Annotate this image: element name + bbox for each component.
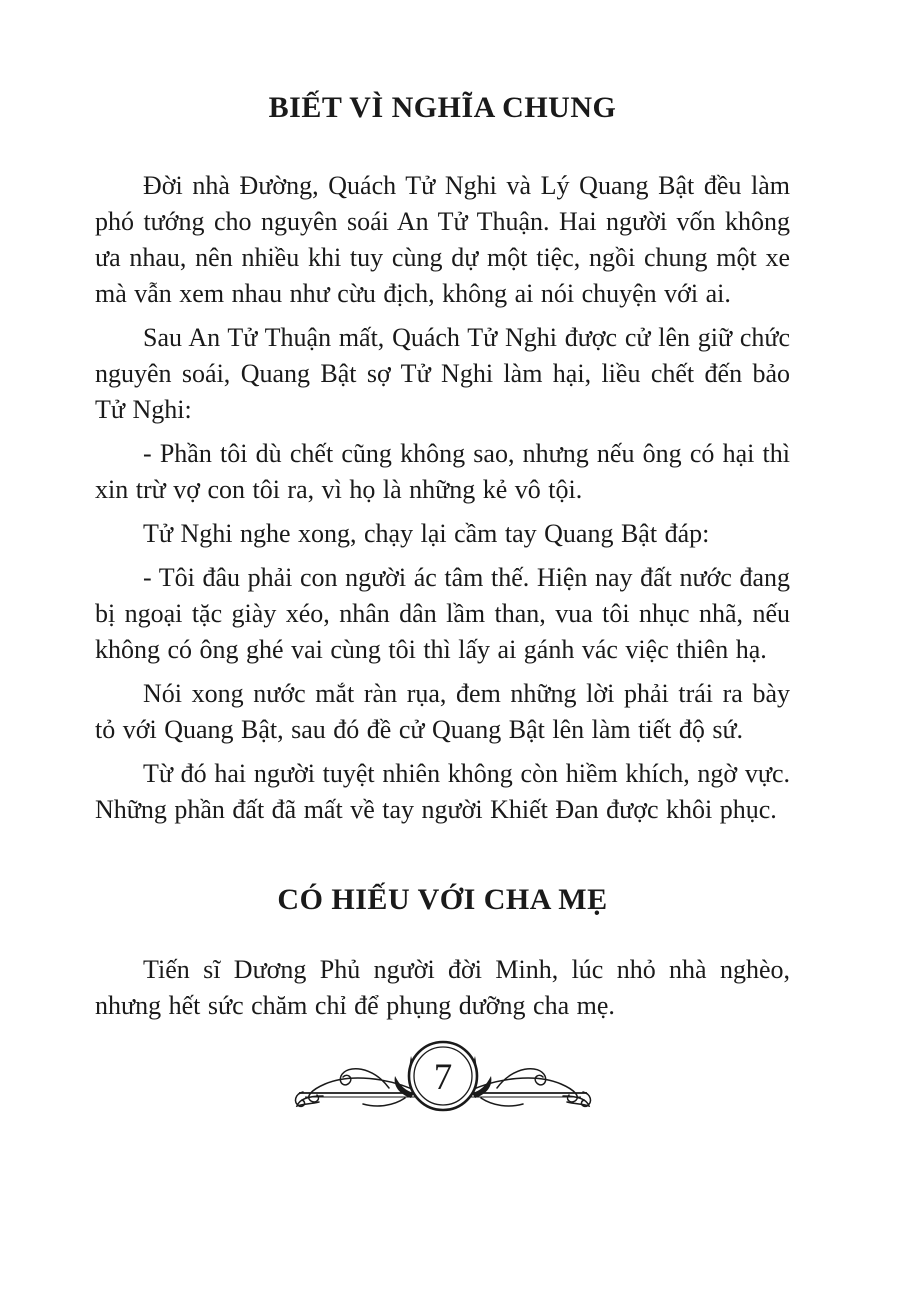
page-footer-ornament bbox=[293, 1036, 593, 1118]
paragraph: Đời nhà Đường, Quách Tử Nghi và Lý Quang Bật đều làm phó tướng cho nguyên soái An Tử Thuận. Hai người vốn không ưa nhau, nên nhiều khi tuy cùng dự một tiệc, ngồi chung một xe mà vẫn xem nhau như cừu địch, không ai nói chuyện với ai. bbox=[95, 171, 790, 308]
paragraph: Tử Nghi nghe xong, chạy lại cầm tay Quang Bật đáp: bbox=[143, 519, 710, 548]
paragraph: Nói xong nước mắt ràn rụa, đem những lời phải trái ra bày tỏ với Quang Bật, sau đó đề cử Quang Bật lên làm tiết độ sứ. bbox=[95, 679, 790, 744]
section-title-1: BIẾT VÌ NGHĨA CHUNG bbox=[268, 91, 617, 124]
page-number: 7 bbox=[433, 1057, 452, 1098]
flourish-divider-icon bbox=[293, 1036, 593, 1118]
paragraph: - Tôi đâu phải con người ác tâm thế. Hiện nay đất nước đang bị ngoại tặc giày xéo, nhân dân lầm than, vua tôi nhục nhã, nếu không có ông ghé vai cùng tôi thì lấy ai gánh vác việc thiên hạ. bbox=[95, 563, 790, 664]
paragraph: - Phần tôi dù chết cũng không sao, nhưng nếu ông có hại thì xin trừ vợ con tôi ra, vì họ là những kẻ vô tội. bbox=[95, 439, 790, 504]
paragraph: Từ đó hai người tuyệt nhiên không còn hiềm khích, ngờ vực. Những phần đất đã mất về tay người Khiết Đan được khôi phục. bbox=[95, 759, 790, 824]
paragraph: Sau An Tử Thuận mất, Quách Tử Nghi được cử lên giữ chức nguyên soái, Quang Bật sợ Tử Nghi làm hại, liều chết đến bảo Tử Nghi: bbox=[95, 323, 790, 424]
section-title-2: CÓ HIẾU VỚI CHA MẸ bbox=[277, 883, 608, 916]
paragraph: Tiến sĩ Dương Phủ người đời Minh, lúc nhỏ nhà nghèo, nhưng hết sức chăm chỉ để phụng dưỡng cha mẹ. bbox=[95, 955, 790, 1020]
